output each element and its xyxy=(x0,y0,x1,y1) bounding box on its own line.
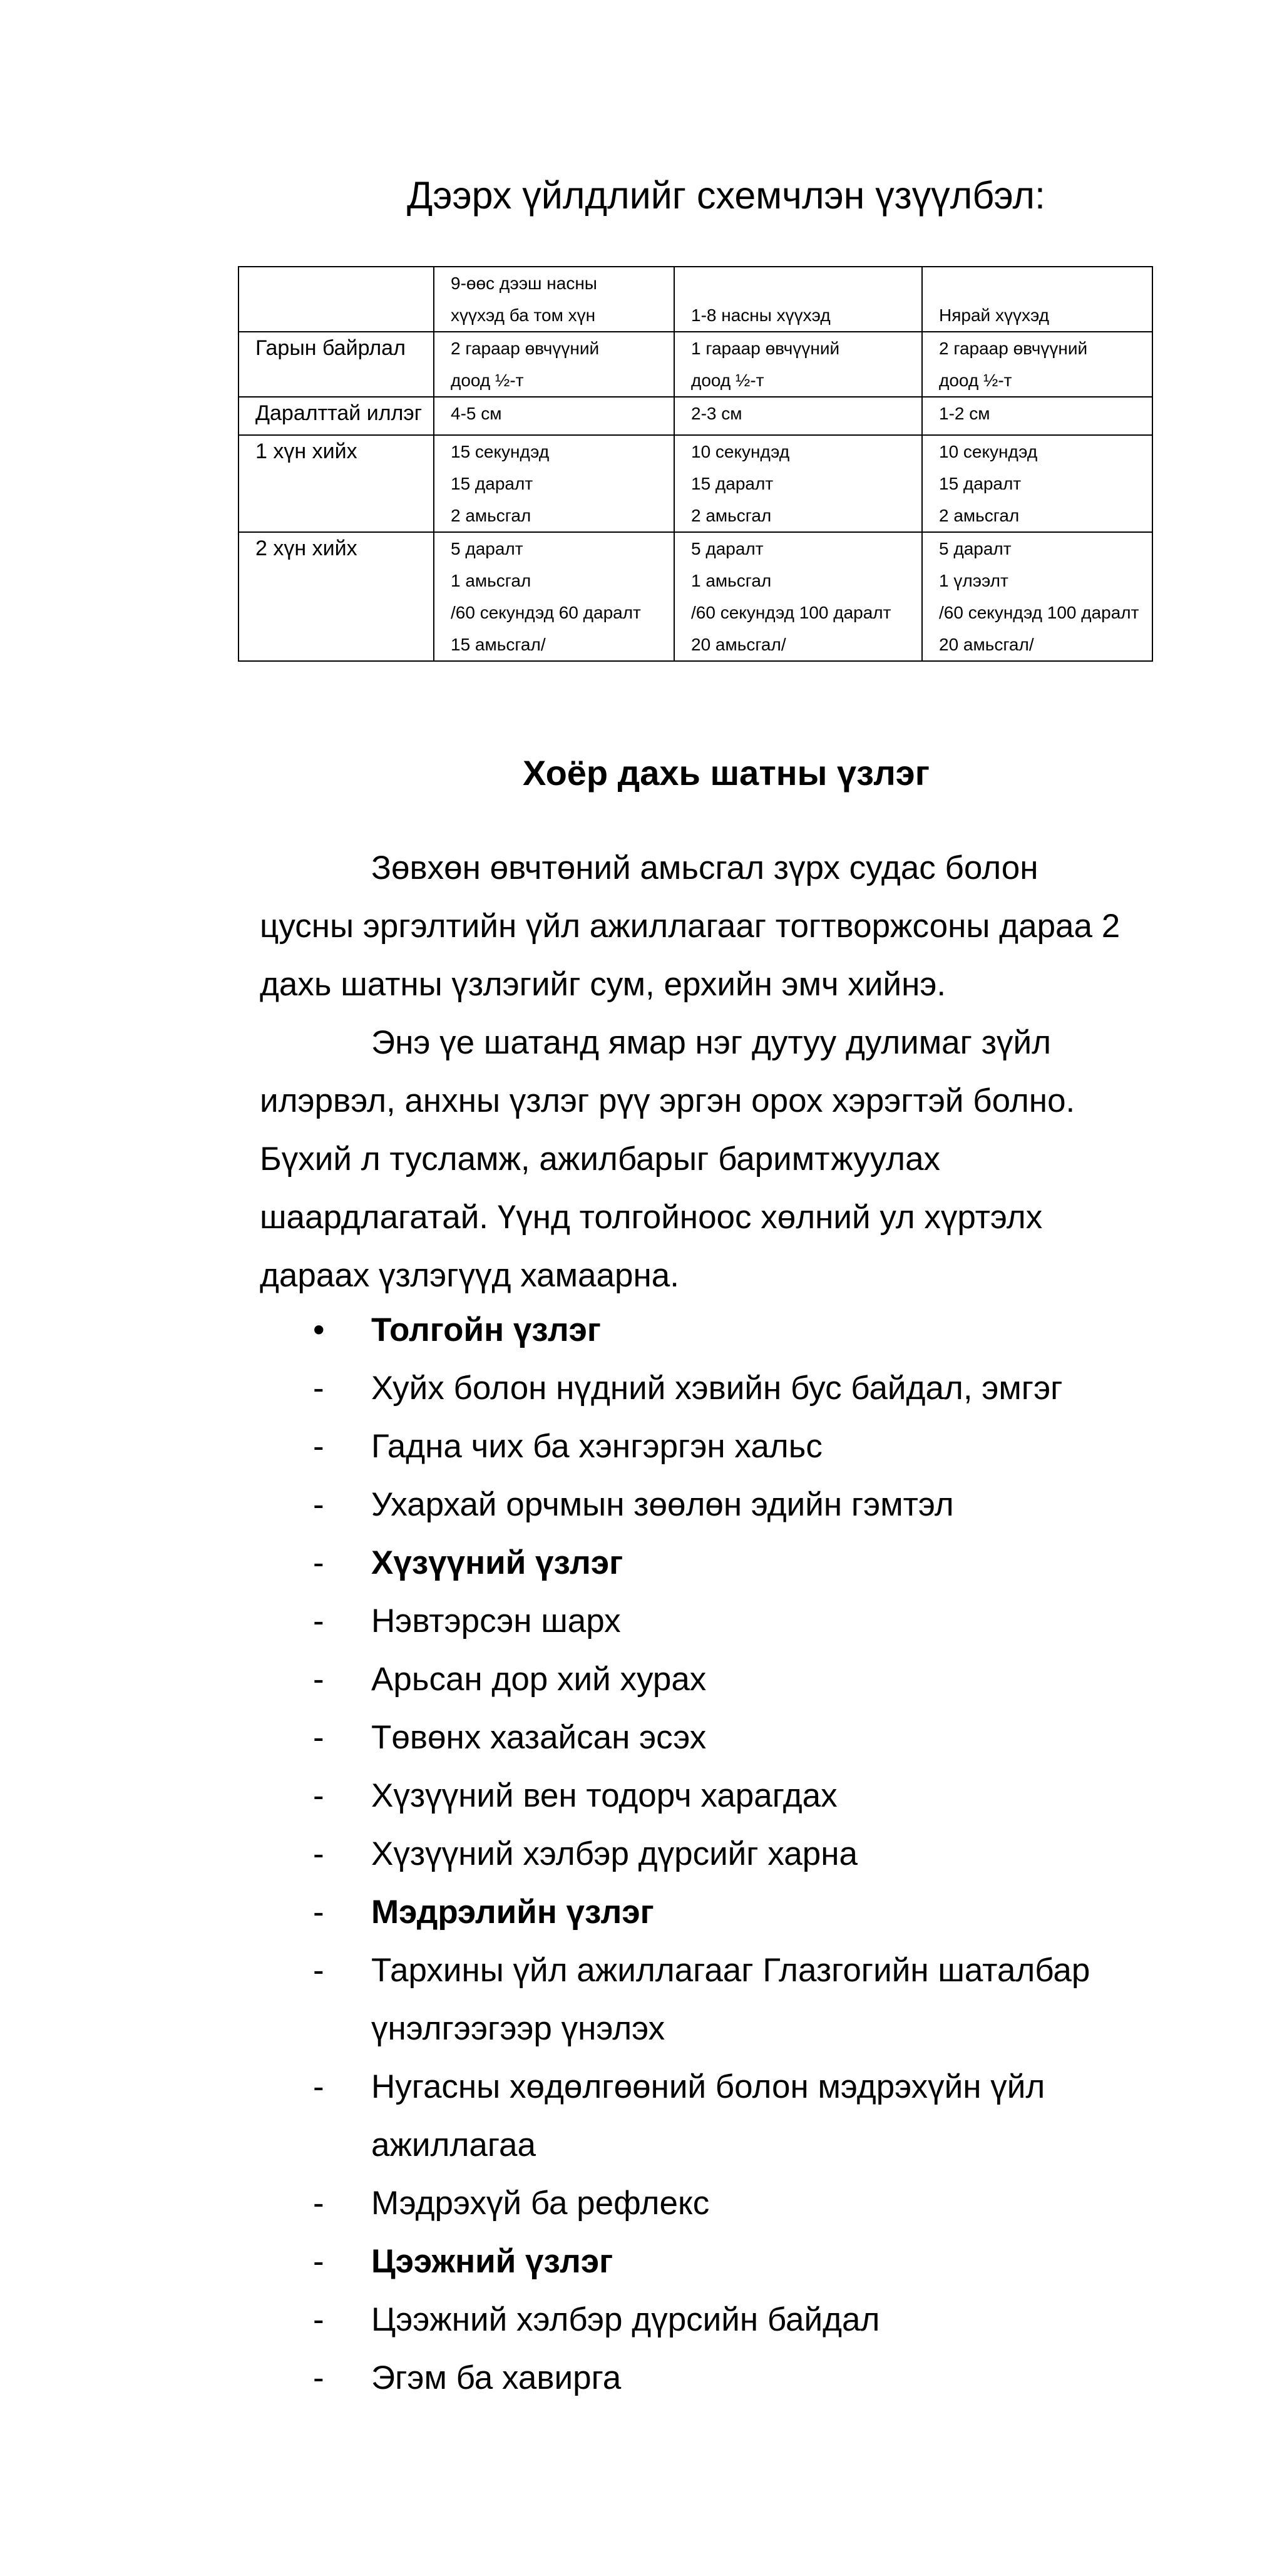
paragraph-line: дахь шатны үзлэгийг сум, ерхийн эмч хийнэ. xyxy=(260,966,946,1003)
paragraph-line: Бүхий л тусламж, ажилбарыг баримтжуулах xyxy=(260,1141,941,1178)
table-row-label: Гарын байрлал xyxy=(238,332,434,397)
dash-marker: - xyxy=(313,1777,324,1814)
cell-line: доод ½-т xyxy=(451,371,524,390)
dash-marker: - xyxy=(313,1370,324,1407)
cell-line: 15 секундэд xyxy=(451,442,550,461)
list-item-text xyxy=(371,2291,1199,2349)
list-item-text xyxy=(371,1301,1199,1359)
list-item-line: үнэлгээгээр үнэлэх xyxy=(371,2010,665,2047)
paragraph-line: илэрвэл, анхны үзлэг рүү эргэн орох хэрэгтэй болно. xyxy=(260,1082,1075,1119)
list-item-text xyxy=(371,1534,1199,1592)
cell-line: доод ½-т xyxy=(939,371,1012,390)
dash-marker: - xyxy=(313,2359,324,2396)
list-item xyxy=(260,2058,1199,2174)
table-cell xyxy=(674,435,922,532)
cell-line: /60 секундэд 100 даралт xyxy=(691,603,891,622)
table-cell xyxy=(922,435,1152,532)
cpr-table xyxy=(238,266,1153,662)
exam-list xyxy=(260,1301,1199,2407)
list-item-line: Цээжний хэлбэр дүрсийн байдал xyxy=(371,2301,880,2338)
table-cell xyxy=(922,532,1152,661)
cell-line: 20 амьсгал/ xyxy=(691,635,786,654)
cell-line: 2 гараар өвчүүний xyxy=(451,339,600,358)
list-item-section xyxy=(260,1301,1199,1359)
paragraph-line: шаардлагатай. Үүнд толгойноос хөлний ул хүртэлх xyxy=(260,1199,1043,1236)
list-item xyxy=(260,1767,1199,1825)
list-item-text xyxy=(371,2232,1199,2291)
list-item-line: Арьсан дор хий хурах xyxy=(371,1661,707,1698)
table-header-empty xyxy=(238,267,434,332)
cell-line: 1 амьсгал xyxy=(691,571,772,590)
table-cell xyxy=(922,332,1152,397)
dash-marker: - xyxy=(313,2301,324,2338)
paragraph-details xyxy=(260,1013,1199,1305)
cell-line: /60 секундэд 100 даралт xyxy=(939,603,1139,622)
dash-marker: - xyxy=(313,2185,324,2222)
list-item-text xyxy=(371,1417,1199,1475)
table-cell xyxy=(922,397,1152,435)
dash-marker: - xyxy=(313,1719,324,1756)
list-item-text xyxy=(371,1767,1199,1825)
cell-line: Нярай хүүхэд xyxy=(939,305,1049,325)
table-row-label: Даралттай иллэг xyxy=(238,397,434,435)
table-header-row xyxy=(238,267,1152,332)
cell-line: 10 секундэд xyxy=(691,442,790,461)
dash-marker: - xyxy=(313,1544,324,1581)
cell-line: 5 даралт xyxy=(939,539,1012,558)
list-item-line: Хүзүүний хэлбэр дүрсийг харна xyxy=(371,1835,858,1872)
list-item-text xyxy=(371,1825,1199,1883)
cell-line: 5 даралт xyxy=(691,539,764,558)
cell-line: доод ½-т xyxy=(691,371,764,390)
cell-line: 9-өөс дээш насны xyxy=(451,274,597,293)
cell-line: 5 даралт xyxy=(451,539,523,558)
table-cell xyxy=(434,332,674,397)
dash-marker: - xyxy=(313,1428,324,1465)
cell-line: 2 амьсгал xyxy=(451,506,531,525)
cell-line: 2 амьсгал xyxy=(691,506,772,525)
list-item-line: Нэвтэрсэн шарх xyxy=(371,1603,621,1640)
list-item-line: Толгойн үзлэг xyxy=(371,1311,601,1348)
section-heading-scheme: Дээрх үйлдлийг схемчлэн үзүүлбэл: xyxy=(407,174,1045,217)
list-item-text xyxy=(371,2349,1199,2407)
cell-line: 2 гараар өвчүүний xyxy=(939,339,1088,358)
list-item-line: Хүзүүний үзлэг xyxy=(371,1544,623,1581)
table-row xyxy=(238,397,1152,435)
cell-line: /60 секундэд 60 даралт xyxy=(451,603,641,622)
cell-line: 15 даралт xyxy=(451,474,533,493)
list-item-line: Нугасны хөдөлгөөний болон мэдрэхүйн үйл xyxy=(371,2068,1045,2105)
table-cell xyxy=(434,532,674,661)
table-row-label: 1 хүн хийх xyxy=(238,435,434,532)
list-item-section xyxy=(260,2232,1199,2291)
table-cell xyxy=(674,397,922,435)
table-header-cell xyxy=(434,267,674,332)
paragraph-line: дараах үзлэгүүд хамаарна. xyxy=(260,1257,679,1294)
list-item xyxy=(260,1417,1199,1475)
paragraph-intro xyxy=(260,839,1199,1013)
list-item-text xyxy=(371,1708,1199,1767)
list-item xyxy=(260,2174,1199,2232)
cell-line: 15 амьсгал/ xyxy=(451,635,546,654)
dash-marker: - xyxy=(313,2243,324,2280)
table-cell xyxy=(434,397,674,435)
list-item-line: ажиллагаа xyxy=(371,2127,536,2163)
cell-line: хүүхэд ба том хүн xyxy=(451,305,596,325)
dash-marker: - xyxy=(313,1894,324,1931)
list-item xyxy=(260,1708,1199,1767)
list-item-line: Тархины үйл ажиллагааг Глазгогийн шаталбар xyxy=(371,1952,1090,1989)
cell-line: 1-2 см xyxy=(939,404,990,423)
list-item-line: Мэдрэлийн үзлэг xyxy=(371,1894,654,1931)
dash-marker: - xyxy=(313,2068,324,2105)
list-item-line: Гадна чих ба хэнгэргэн хальс xyxy=(371,1428,823,1465)
table-header-cell xyxy=(922,267,1152,332)
table-row xyxy=(238,532,1152,661)
paragraph-line: Зөвхөн өвчтөний амьсгал зүрх судас болон xyxy=(371,849,1038,886)
list-item xyxy=(260,1475,1199,1534)
list-item-text xyxy=(371,1883,1199,1941)
cell-line: 2-3 см xyxy=(691,404,742,423)
table-cell xyxy=(674,532,922,661)
list-item xyxy=(260,1359,1199,1417)
cell-line: 20 амьсгал/ xyxy=(939,635,1034,654)
list-item-text xyxy=(371,1650,1199,1708)
cell-line: 10 секундэд xyxy=(939,442,1038,461)
list-item xyxy=(260,1825,1199,1883)
list-item xyxy=(260,2291,1199,2349)
cell-line: 1-8 насны хүүхэд xyxy=(691,305,831,325)
dash-marker: - xyxy=(313,1486,324,1523)
cell-line: 1 гараар өвчүүний xyxy=(691,339,840,358)
list-item-line: Мэдрэхүй ба рефлекс xyxy=(371,2185,710,2222)
list-item-text xyxy=(371,1592,1199,1650)
list-item-text xyxy=(371,2174,1199,2232)
list-item-section xyxy=(260,1883,1199,1941)
list-item xyxy=(260,2349,1199,2407)
dash-marker: - xyxy=(313,1835,324,1872)
list-item-line: Ухархай орчмын зөөлөн эдийн гэмтэл xyxy=(371,1486,954,1523)
list-item xyxy=(260,1650,1199,1708)
table-row xyxy=(238,435,1152,532)
cell-line: 2 амьсгал xyxy=(939,506,1020,525)
table-cell xyxy=(674,332,922,397)
list-item-text xyxy=(371,1941,1199,2058)
table-header-cell xyxy=(674,267,922,332)
table-row xyxy=(238,332,1152,397)
bullet-marker: • xyxy=(313,1311,325,1348)
list-item-line: Эгэм ба хавирга xyxy=(371,2359,622,2396)
list-item-line: Хүзүүний вен тодорч харагдах xyxy=(371,1777,838,1814)
section-heading-secondary-survey: Хоёр дахь шатны үзлэг xyxy=(522,753,930,793)
dash-marker: - xyxy=(313,1661,324,1698)
paragraph-line: Энэ үе шатанд ямар нэг дутуу дулимаг зүйл xyxy=(371,1024,1052,1061)
cell-line: 15 даралт xyxy=(939,474,1022,493)
list-item-line: Цээжний үзлэг xyxy=(371,2243,613,2280)
paragraph-line: цусны эргэлтийн үйл ажиллагааг тогтворжсоны дараа 2 xyxy=(260,908,1120,945)
list-item-line: Хуйх болон нүдний хэвийн бус байдал, эмгэг xyxy=(371,1370,1063,1407)
list-item-line: Төвөнх хазайсан эсэх xyxy=(371,1719,707,1756)
table-row-label: 2 хүн хийх xyxy=(238,532,434,661)
dash-marker: - xyxy=(313,1952,324,1989)
table-cell xyxy=(434,435,674,532)
dash-marker: - xyxy=(313,1603,324,1640)
list-item-text xyxy=(371,1475,1199,1534)
list-item-text xyxy=(371,1359,1199,1417)
list-item-section xyxy=(260,1534,1199,1592)
cell-line: 15 даралт xyxy=(691,474,774,493)
list-item xyxy=(260,1592,1199,1650)
list-item xyxy=(260,1941,1199,2058)
cell-line: 4-5 см xyxy=(451,404,502,423)
cell-line: 1 амьсгал xyxy=(451,571,531,590)
cell-line: 1 үлээлт xyxy=(939,571,1008,590)
list-item-text xyxy=(371,2058,1199,2174)
